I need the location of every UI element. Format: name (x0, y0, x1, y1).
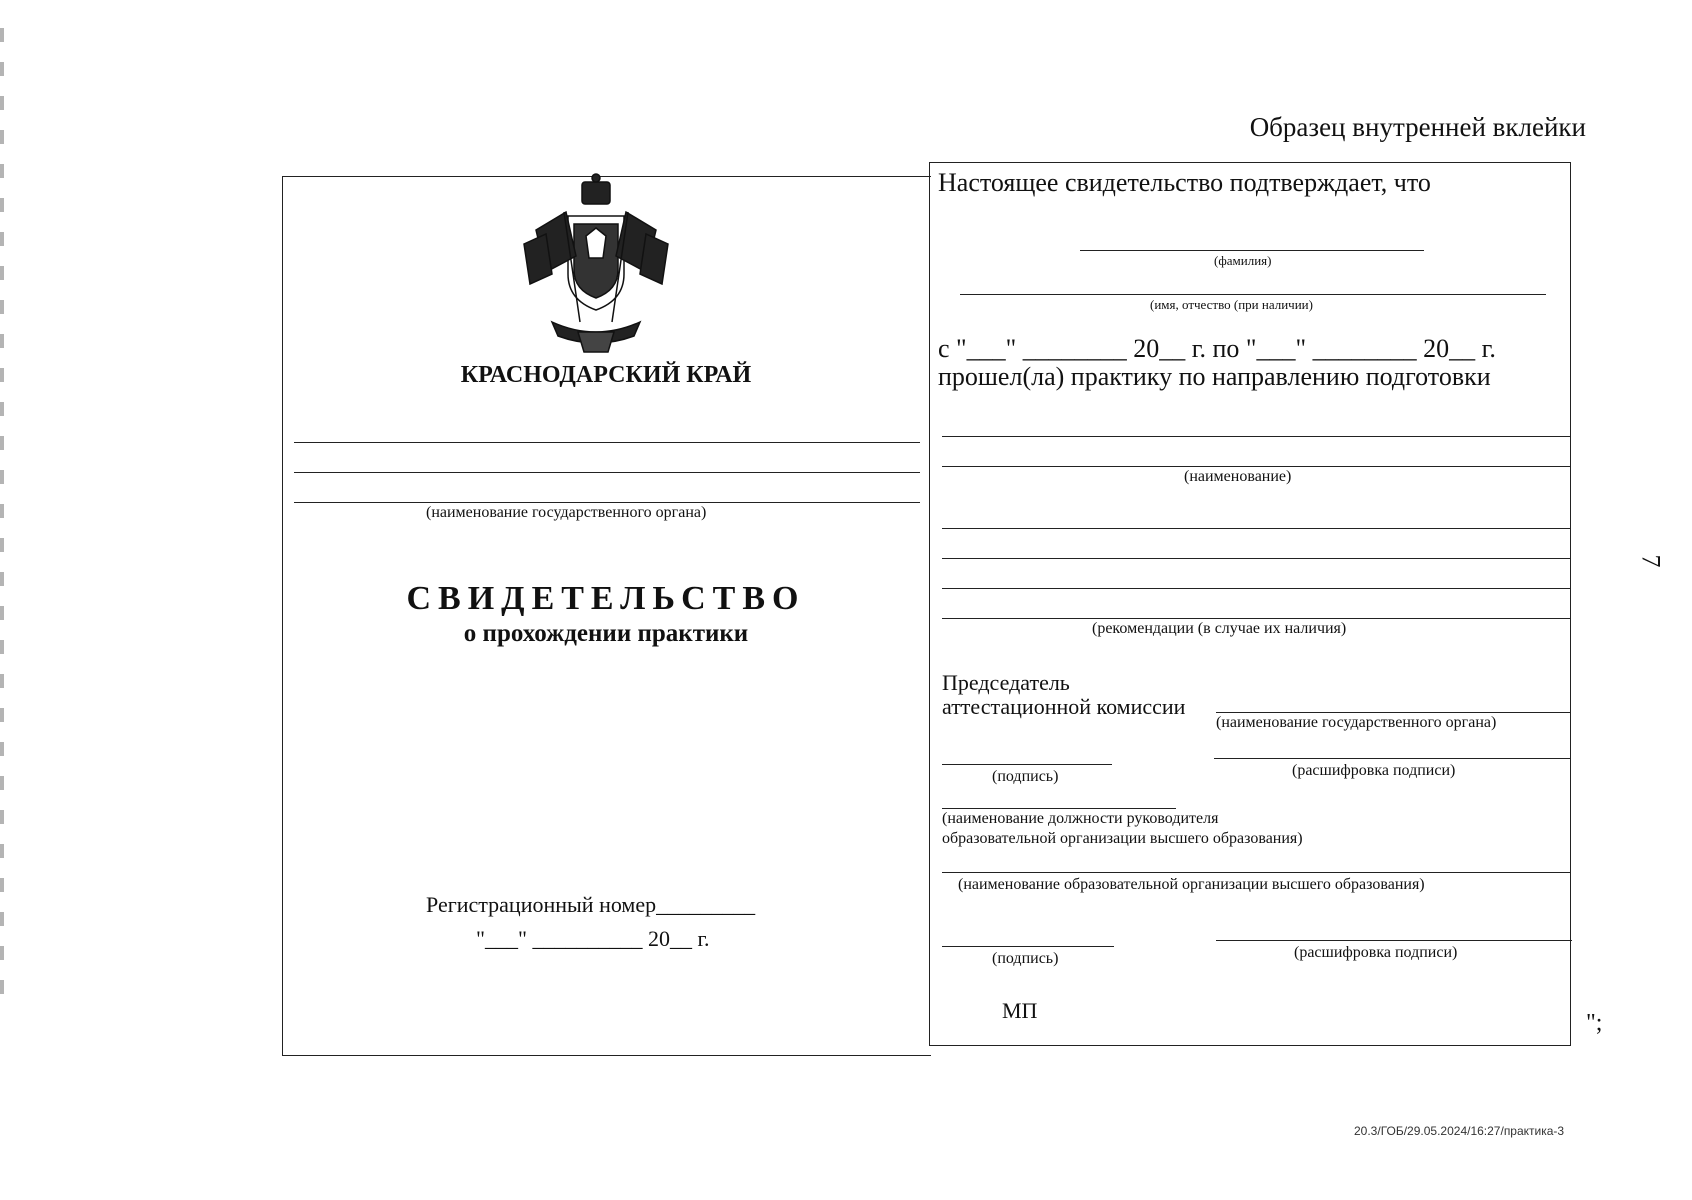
page-number: 7 (1636, 554, 1666, 568)
gov-body-caption: (наименование государственного органа) (426, 504, 707, 521)
recommendations-line-4 (942, 618, 1570, 619)
krasnodar-coat-of-arms-icon (516, 172, 676, 358)
direction-caption: (наименование) (1184, 468, 1292, 485)
certificate-title: СВИДЕТЕЛЬСТВО (406, 580, 806, 617)
signature-caption-1: (подпись) (992, 768, 1059, 785)
document-code: 20.3/ГОБ/29.05.2024/16:27/практика-3 (1354, 1124, 1565, 1138)
direction-line-1 (942, 436, 1570, 437)
registration-date: "___" __________ 20__ г. (476, 926, 710, 951)
intro-text: Настоящее свидетельство подтверждает, что (938, 168, 1431, 197)
head-position-caption-2: образовательной организации высшего образования) (942, 830, 1303, 847)
sample-label: Образец внутренней вклейки (1249, 112, 1586, 142)
signature-line-1 (942, 764, 1112, 765)
recommendations-line-2 (942, 558, 1570, 559)
scan-margin-marks (0, 28, 4, 998)
registration-number: Регистрационный номер_________ (426, 892, 756, 917)
chairman-gov-body-caption: (наименование государственного органа) (1216, 714, 1497, 731)
gov-body-line-1 (294, 442, 920, 443)
signature-decode-line-1 (1214, 758, 1570, 759)
commission-label: аттестационной комиссии (942, 694, 1186, 719)
head-position-line (942, 808, 1176, 809)
chairman-gov-body-line (1216, 712, 1570, 713)
recommendations-caption: (рекомендации (в случае их наличия) (1092, 620, 1347, 637)
signature-decode-caption-2: (расшифровка подписи) (1294, 944, 1458, 961)
region-name: КРАСНОДАРСКИЙ КРАЙ (460, 362, 752, 388)
edu-org-line (942, 872, 1570, 873)
recommendations-line-3 (942, 588, 1570, 589)
signature-decode-caption-1: (расшифровка подписи) (1292, 762, 1456, 779)
seal-placeholder: МП (1002, 998, 1038, 1023)
signature-decode-line-2 (1216, 940, 1572, 941)
signature-line-2 (942, 946, 1114, 947)
practice-period: с "___" ________ 20__ г. по "___" ________ 20__ г. (938, 334, 1496, 363)
gov-body-line-3 (294, 502, 920, 503)
surname-line (1080, 250, 1424, 251)
signature-caption-2: (подпись) (992, 950, 1059, 967)
surname-caption: (фамилия) (1214, 253, 1272, 268)
name-line (960, 294, 1546, 295)
passed-practice-text: прошел(ла) практику по направлению подготовки (938, 362, 1491, 391)
direction-line-2 (942, 466, 1570, 467)
certificate-subtitle: о прохождении практики (463, 620, 749, 647)
closing-quote-mark: "; (1586, 1010, 1603, 1036)
recommendations-line-1 (942, 528, 1570, 529)
edu-org-caption: (наименование образовательной организации высшего образования) (958, 876, 1425, 893)
chairman-label: Председатель (942, 670, 1070, 695)
name-caption: (имя, отчество (при наличии) (1150, 297, 1313, 312)
head-position-caption-1: (наименование должности руководителя (942, 810, 1219, 827)
gov-body-line-2 (294, 472, 920, 473)
